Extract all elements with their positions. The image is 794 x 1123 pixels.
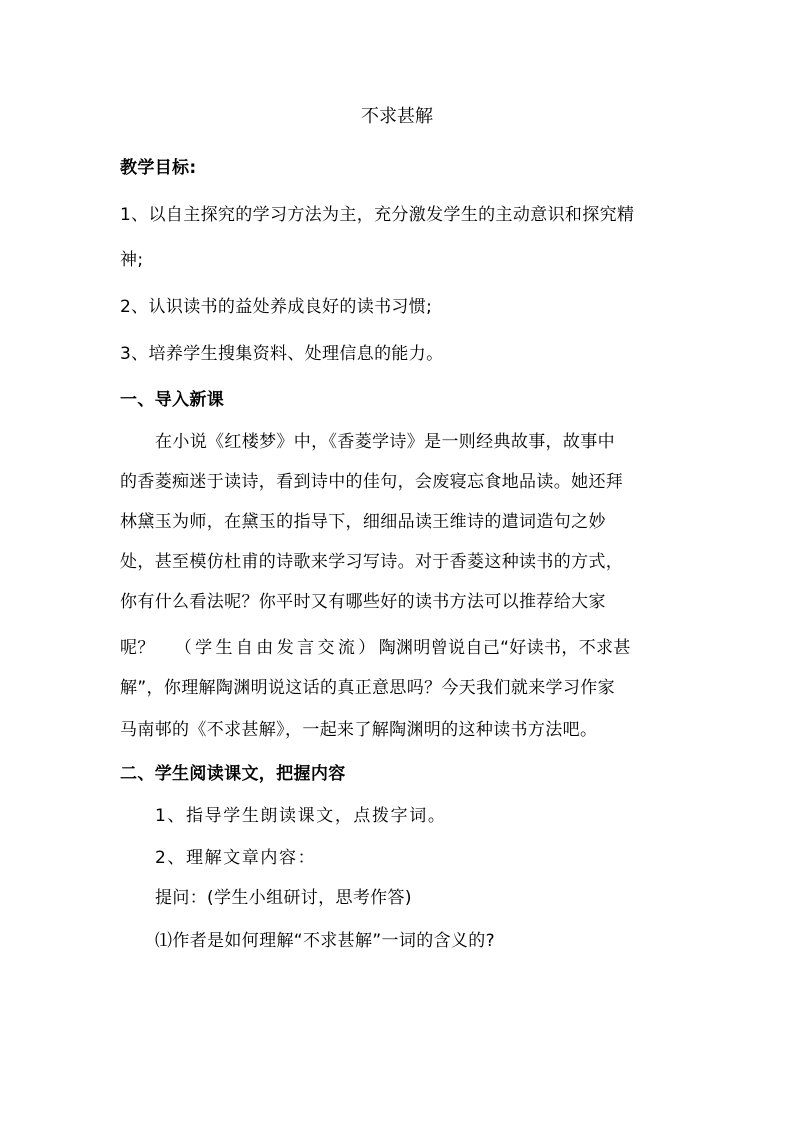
page-title: 不求甚解 xyxy=(361,106,433,127)
intro-paragraph-line: 马南邨的《不求甚解》，一起来了解陶渊明的这种读书方法吧。 xyxy=(120,720,598,740)
objective-line-1-cont: 神; xyxy=(120,250,144,270)
intro-paragraph-line: 你有什么看法呢？你平时又有哪些好的读书方法可以推荐给大家 xyxy=(120,592,606,612)
objective-line-2: 2、认识读书的益处养成良好的读书习惯; xyxy=(120,297,433,317)
intro-line-part-question: 呢？ xyxy=(120,638,155,658)
section-heading-intro: 一、导入新课 xyxy=(120,390,225,410)
intro-paragraph-line: 处，甚至模仿杜甫的诗歌来学习写诗。对于香菱这种读书的方式， xyxy=(120,552,624,572)
objectives-heading: 教学目标: xyxy=(120,158,197,178)
intro-line-part-quote: 陶渊明曾说自己“好读书，不求甚 xyxy=(378,638,631,658)
objective-line-1: 1、以自主探究的学习方法为主，充分激发学生的主动意识和探究精 xyxy=(120,205,635,225)
reading-item: 1、指导学生朗读课文，点拨字词。 xyxy=(155,806,447,826)
reading-item: 2、理解文章内容： xyxy=(155,848,317,868)
objective-line-3: 3、培养学生搜集资料、处理信息的能力。 xyxy=(120,344,444,364)
reading-item: ⑴作者是如何理解“不求甚解”一词的含义的? xyxy=(155,931,495,951)
intro-paragraph-line: 的香菱痴迷于读诗，看到诗中的佳句，会废寝忘食地品读。她还拜 xyxy=(120,472,624,492)
intro-paragraph-line: 在小说《红楼梦》中，《香菱学诗》是一则经典故事，故事中 xyxy=(155,432,615,452)
intro-paragraph-line: 解”，你理解陶渊明说这话的真正意思吗？今天我们就来学习作家 xyxy=(120,678,615,698)
intro-line-part-activity: （学生自由发言交流） xyxy=(174,638,379,658)
intro-paragraph-line: 林黛玉为师，在黛玉的指导下，细细品读王维诗的遣词造句之妙 xyxy=(120,512,606,532)
reading-item: 提问：(学生小组研讨，思考作答) xyxy=(155,888,412,908)
intro-paragraph-line-mixed xyxy=(120,636,631,660)
section-heading-reading: 二、学生阅读课文，把握内容 xyxy=(120,764,346,784)
